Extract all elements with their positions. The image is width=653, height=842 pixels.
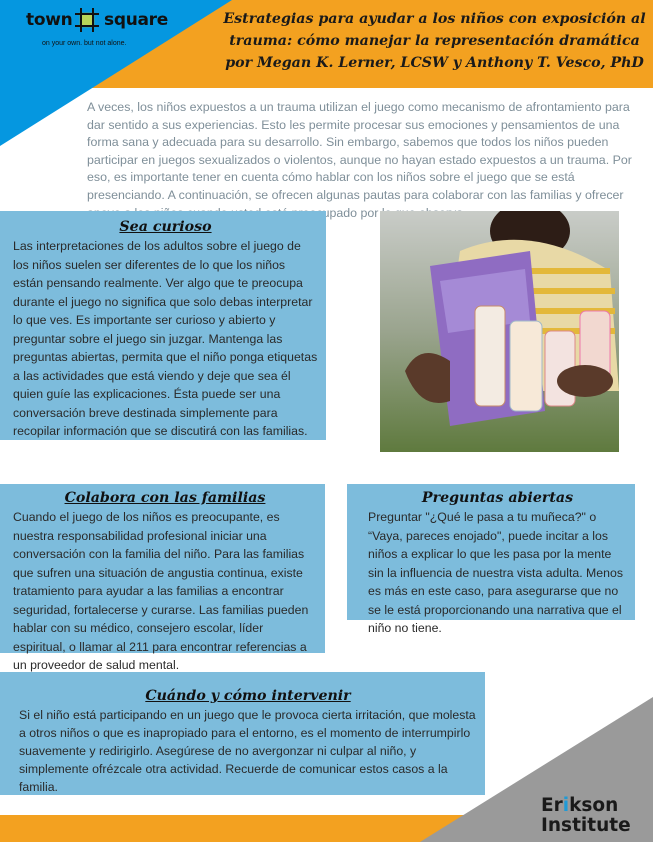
logo-text: Institute — [541, 815, 631, 836]
logo-text-i: i — [562, 795, 570, 816]
section-body: Preguntar "¿Qué le pasa a tu muñeca?" o “Vaya, pareces enojado", puede incitar a los niños a explicar lo que les pasa por la mente sin la influencia de nuestra vista adulta. Menos es más en este caso, para asegurarse que no se le está proporcionando una narrativa que el niño no tiene. — [368, 510, 623, 635]
erikson-institute-logo — [541, 796, 631, 836]
section-heading: Sea curioso — [119, 219, 212, 235]
section-body: Las interpretaciones de los adultos sobre el juego de los niños suelen ser diferentes de lo que los niños están pensando realmente. Ver algo que te preocupa durante el juego no significa que solo debas interpretar lo que ves. Es importante ser curioso y abierto y preguntar sobre el juego sin juzgar. Mantenga las preguntas abiertas, permita que el niño ponga etiquetas a las actividades que está viendo y deje que sea él quien guíe las explicaciones. Ésta puede ser una conversación breve destinada simplemente para recopilar información que se discutirá con las familias. — [13, 239, 318, 438]
logo-word-square: square — [104, 10, 168, 30]
section-heading: Colabora con las familias — [64, 490, 266, 506]
title-line: trauma: cómo manejar la representación dramática — [229, 33, 640, 49]
intro-paragraph: A veces, los niños expuestos a un trauma utilizan el juego como mecanismo de afrontamiento para dar sentido a sus experiencias. Esto les permite procesar sus emociones y pensamientos de una forma sana y adecuada para su desarrollo. Sin embargo, sabemos que todos los niños pueden participar en juegos sexualizados o violentos, aunque no hayan estado expuestos a un trauma. Por eso, es importante tener en cuenta cómo hablar con los niños sobre el juego que se está presenciando. A continuación, se ofrecen algunas pautas para colaborar con las familias y ofrecer por — [87, 100, 632, 220]
logo-text: Er — [541, 795, 563, 816]
section-body: Cuando el juego de los niños es preocupante, es nuestra responsabilidad profesional iniciar una conversación con la familia del niño. Para las familias que sufren una situación de angustia continua, existe tratamiento para ayudar a las familias a encontrar seguridad, fortalecerse y curarse. Las familias pueden hablar con su médico, consejero escolar, líder espiritual, o llamar al 211 para encontrar referencias a un proveedor de salud mental. — [13, 510, 309, 672]
title-line: por Megan K. Lerner, LCSW y Anthony T. Vesco, PhD — [225, 55, 644, 71]
section-body: Si el niño está participando en un juego que le provoca cierta irritación, que molesta a otros niños o que es inapropiado para el entorno, es el momento de interrumpirlo suavemente y redirigirlo. Asegúrese de no avergonzar ni culpar al niño, y simplemente ofrézcale otra actividad. Recuerde de comunicar estos casos a la familia. — [19, 708, 476, 794]
logo-word-town: town — [26, 10, 73, 30]
section-heading: Preguntas abiertas — [421, 490, 574, 506]
title-line: Estrategias para ayudar a los niños con exposición al — [223, 11, 646, 27]
logo-tagline: on your own. but not alone. — [42, 40, 127, 47]
logo-text: kson — [569, 795, 619, 816]
section-heading: Cuándo y cómo intervenir — [145, 688, 351, 704]
